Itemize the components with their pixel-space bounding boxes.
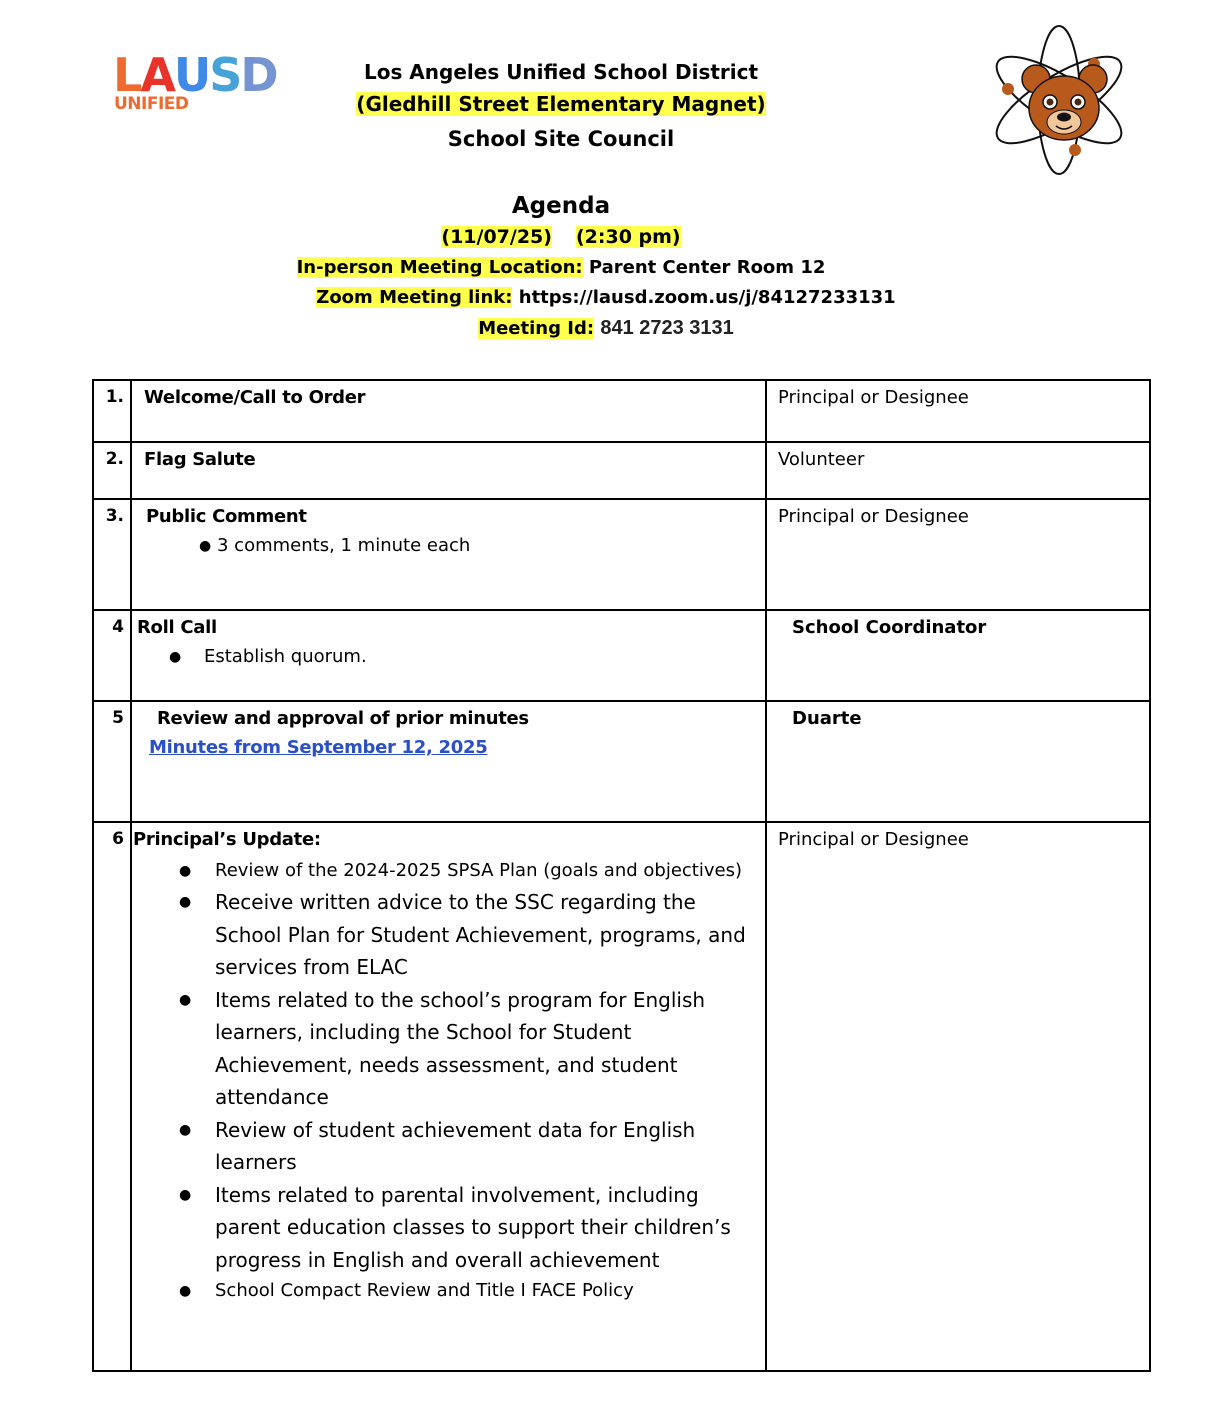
item-presenter: Principal or Designee — [766, 822, 1150, 1371]
agenda-row — [93, 701, 1150, 822]
logo-letter: S — [209, 48, 241, 102]
list-item: ● 3 comments, 1 minute each — [199, 535, 471, 556]
item-presenter: Principal or Designee — [766, 499, 1150, 610]
school-name: (Gledhill Street Elementary Magnet) — [356, 92, 766, 116]
item-title: Review and approval of prior minutes — [157, 708, 529, 729]
logo-letter: U — [173, 48, 210, 102]
item-title: Roll Call — [137, 617, 217, 638]
minutes-link[interactable]: Minutes from September 12, 2025 — [149, 737, 488, 758]
item-presenter: Duarte — [766, 701, 1150, 822]
meeting-date: (11/07/25) — [441, 226, 552, 248]
meeting-id-label: Meeting Id: — [478, 318, 595, 339]
item-title: Welcome/Call to Order — [144, 387, 366, 408]
bullet-icon: ● — [179, 1283, 192, 1299]
list-item: ● Review of student achievement data for English learners — [133, 1114, 765, 1179]
bullet-icon: ● — [179, 894, 192, 910]
item-title: Public Comment — [146, 506, 307, 527]
item-number: 2. — [93, 442, 131, 499]
agenda-row — [93, 442, 1150, 499]
item-presenter: Principal or Designee — [766, 380, 1150, 442]
item-number: 3. — [93, 499, 131, 610]
item-number: 6 — [93, 822, 131, 1371]
bullet-icon: ● — [199, 538, 212, 554]
logo-letter: D — [240, 48, 277, 102]
logo-subtitle: UNIFIED — [114, 94, 189, 114]
logo-letter: A — [140, 48, 174, 102]
location-label: In-person Meeting Location: — [296, 257, 583, 278]
item-number: 4 — [93, 610, 131, 701]
list-item: ● School Compact Review and Title I FACE Policy — [133, 1276, 765, 1306]
council-name: School Site Council — [447, 127, 675, 151]
agenda-table — [92, 379, 1151, 1372]
bullet-icon: ● — [179, 1186, 192, 1203]
agenda-row — [93, 822, 1150, 1371]
zoom-link-label: Zoom Meeting link: — [316, 287, 513, 308]
bullet-icon: ● — [179, 1121, 192, 1138]
meeting-time: (2:30 pm) — [575, 226, 681, 248]
district-name: Los Angeles Unified School District — [363, 60, 759, 84]
list-item: ● Items related to the school’s program for English learners, including the School for Student Achievement, needs assessment, and student attendance — [133, 984, 765, 1114]
meeting-id-value: 841 2723 3131 — [600, 317, 734, 339]
list-item: ● Receive written advice to the SSC regarding the School Plan for Student Achievement, programs, and services from ELAC — [133, 886, 765, 984]
list-item: ● Review of the 2024-2025 SPSA Plan (goals and objectives) — [133, 856, 765, 886]
item-bullets — [133, 856, 765, 1306]
agenda-row — [93, 610, 1150, 701]
bullet-icon: ● — [169, 649, 182, 665]
zoom-link[interactable]: https://lausd.zoom.us/j/84127233131 — [518, 287, 896, 308]
item-title: Principal’s Update: — [133, 829, 321, 850]
bullet-icon: ● — [179, 863, 192, 879]
logo-letter: L — [113, 48, 141, 102]
item-presenter: School Coordinator — [766, 610, 1150, 701]
item-number: 5 — [93, 701, 131, 822]
item-presenter: Volunteer — [766, 442, 1150, 499]
item-title: Flag Salute — [144, 449, 256, 470]
item-number: 1. — [93, 380, 131, 442]
item-bullets — [146, 535, 765, 556]
list-item: ● Establish quorum. — [169, 646, 367, 667]
agenda-row — [93, 380, 1150, 442]
location-value: Parent Center Room 12 — [588, 257, 826, 278]
page-title: Agenda — [511, 193, 611, 219]
bullet-icon: ● — [179, 991, 192, 1008]
list-item: ● Items related to parental involvement, including parent education classes to support their children’s progress in English and overall achievement — [133, 1179, 765, 1277]
item-bullets — [137, 646, 765, 667]
agenda-row — [93, 499, 1150, 610]
